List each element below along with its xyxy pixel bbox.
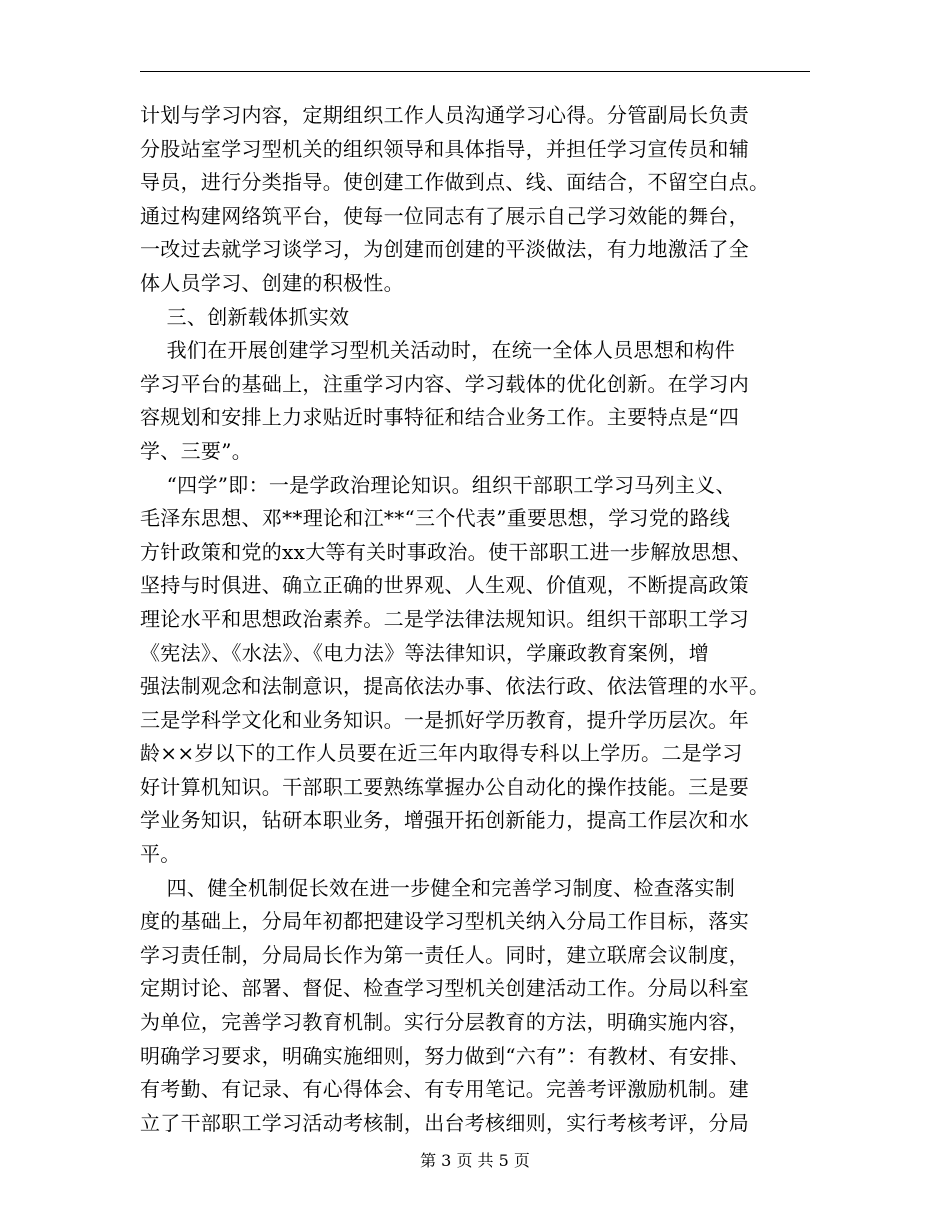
text-line: 导员，进行分类指导。使创建工作做到点、线、面结合，不留空白点。 — [140, 170, 770, 195]
text-line: 平。 — [140, 842, 181, 867]
text-line: 强法制观念和法制意识，提高依法办事、依法行政、依法管理的水平。 — [140, 674, 770, 699]
page-number: 第 3 页 共 5 页 — [420, 1151, 530, 1170]
text-line: 毛泽东思想、邓**理论和江**“三个代表”重要思想，学习党的路线 — [140, 506, 731, 531]
text-line: 理论水平和思想政治素养。二是学法律法规知识。组织干部职工学习 — [140, 606, 749, 631]
text-line: 四、健全机制促长效在进一步健全和完善学习制度、检查落实制 — [140, 875, 736, 900]
text-line: 容规划和安排上力求贴近时事特征和结合业务工作。主要特点是“四 — [140, 405, 740, 430]
text-line: 度的基础上，分局年初都把建设学习型机关纳入分局工作目标，落实 — [140, 909, 749, 934]
document-body — [140, 99, 816, 1140]
text-line: 有考勤、有记录、有心得体会、有专用笔记。完善考评激励机制。建 — [140, 1077, 749, 1102]
text-line: 计划与学习内容，定期组织工作人员沟通学习心得。分管副局长负责 — [140, 103, 749, 127]
text-line: 坚持与时俱进、确立正确的世界观、人生观、价值观，不断提高政策 — [140, 573, 749, 598]
text-line: 我们在开展创建学习型机关活动时，在统一全体人员思想和构件 — [140, 338, 736, 363]
text-line: “四学”即：一是学政治理论知识。组织干部职工学习马列主义、 — [140, 472, 736, 497]
text-line: 体人员学习、创建的积极性。 — [140, 270, 404, 295]
text-line: 三是学科学文化和业务知识。一是抓好学历教育，提升学历层次。年 — [140, 707, 749, 732]
text-line: 定期讨论、部署、督促、检查学习型机关创建活动工作。分局以科室 — [140, 976, 749, 1001]
header-rule — [140, 71, 810, 72]
text-line: 好计算机知识。干部职工要熟练掌握办公自动化的操作技能。三是要 — [140, 774, 749, 799]
text-line: 一改过去就学习谈学习，为创建而创建的平淡做法，有力地激活了全 — [140, 237, 749, 262]
text-line: 龄××岁以下的工作人员要在近三年内取得专科以上学历。二是学习 — [140, 741, 743, 766]
text-line: 学习责任制，分局局长作为第一责任人。同时，建立联席会议制度， — [140, 942, 749, 967]
text-line: 方针政策和党的xx大等有关时事政治。使干部职工进一步解放思想、 — [140, 539, 752, 564]
text-line: 学、三要”。 — [140, 438, 253, 463]
text-line: 立了干部职工学习活动考核制，出台考核细则，实行考核考评，分局 — [140, 1110, 749, 1135]
text-line: 《宪法》、《水法》、《电力法》等法律知识，学廉政教育案例，增 — [140, 640, 709, 665]
text-line: 学习平台的基础上，注重学习内容、学习载体的优化创新。在学习内 — [140, 371, 749, 396]
text-line: 明确学习要求，明确实施细则，努力做到“六有”：有教材、有安排、 — [140, 1043, 750, 1068]
text-line: 三、创新载体抓实效 — [140, 304, 350, 329]
text-line: 学业务知识，钻研本职业务，增强开拓创新能力，提高工作层次和水 — [140, 808, 749, 833]
text-line: 分股站室学习型机关的组织领导和具体指导，并担任学习宣传员和辅 — [140, 136, 749, 161]
text-line: 通过构建网络筑平台，使每一位同志有了展示自己学习效能的舞台， — [140, 203, 749, 228]
text-line: 为单位，完善学习教育机制。实行分层教育的方法，明确实施内容， — [140, 1010, 749, 1035]
